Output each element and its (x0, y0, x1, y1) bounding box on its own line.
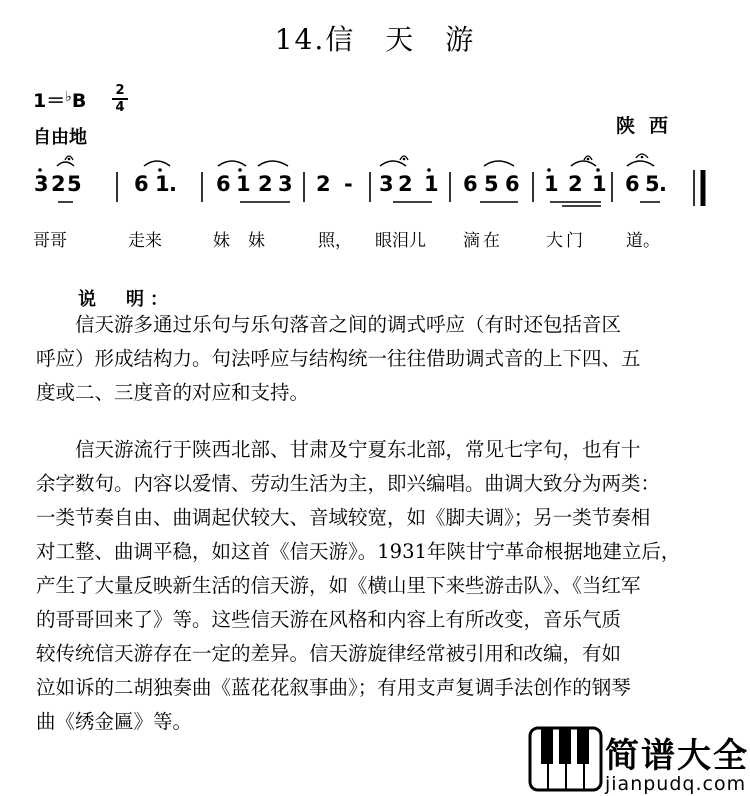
note: 5 (645, 172, 660, 196)
slur (571, 161, 596, 166)
watermark-name: 简谱大全 (605, 736, 749, 776)
note: 1 (236, 172, 251, 196)
fermata-dot (587, 158, 590, 161)
text-line: 泣如诉的二胡独奏曲《蓝花花叙事曲》；有用支声复调手法创作的钢琴 (36, 676, 631, 699)
lyric: 妹妹 (213, 231, 283, 251)
key-prefix: 1＝ (33, 90, 66, 112)
text-line: 对工整、曲调平稳，如这首《信天游》。1931年陕甘宁革命根据地建立后， (36, 540, 681, 563)
slur (218, 161, 246, 166)
paragraph-2 (36, 433, 726, 739)
note: 1 (544, 172, 559, 196)
text-line: 曲《绣金匾》等。 (36, 710, 193, 733)
note: 2 (258, 172, 273, 196)
note: 1 (592, 172, 607, 196)
note: 6 (505, 172, 520, 196)
flat-sign: ♭ (65, 89, 72, 105)
augmentation-dot: . (659, 172, 667, 196)
paragraph-1 (36, 308, 726, 410)
slur (57, 162, 74, 166)
slur (144, 161, 170, 166)
note: 6 (134, 172, 149, 196)
slur (380, 161, 406, 166)
region-label: 陕西 (616, 115, 683, 137)
song-title: 14.信 天 游 (274, 23, 476, 56)
fermata-dot (641, 156, 644, 159)
notes-heading: 说 明： (78, 289, 174, 310)
lyric: 滴在 (463, 231, 503, 251)
note: 1 (155, 172, 170, 196)
time-top: 2 (115, 83, 125, 98)
note: 5 (67, 172, 82, 196)
note: 3 (34, 172, 49, 196)
tempo-marking: 自由地 (33, 127, 87, 148)
note: 6 (463, 172, 478, 196)
text-line: 呼应）形成结构力。句法呼应与结构统一往往借助调式音的上下四、五 (36, 347, 641, 370)
note: 2 (316, 172, 331, 196)
note: 6 (216, 172, 231, 196)
watermark-url: jianpudq.com (605, 773, 747, 795)
key-note: B (71, 90, 87, 112)
time-signature (112, 84, 128, 114)
text-line: 较传统信天游存在一定的差异。信天游旋律经常被引用和改编，有如 (36, 642, 622, 665)
note: 2 (51, 172, 66, 196)
lyric: 哥哥 (33, 231, 67, 251)
piano-keys-icon (528, 718, 603, 792)
lyric: 眼泪儿 (375, 231, 426, 251)
slur (484, 161, 514, 166)
fermata-dot (403, 158, 406, 161)
note: 3 (379, 172, 394, 196)
time-bottom: 4 (115, 100, 125, 115)
dash: - (344, 172, 353, 196)
text-line: 余字数句。内容以爱情、劳动生活为主，即兴编唱。曲调大致分为两类： (36, 472, 661, 495)
key-signature (33, 86, 86, 113)
note: 2 (568, 172, 583, 196)
fermata-dot (68, 158, 71, 161)
augmentation-dot: . (169, 172, 177, 196)
lyric: 大门 (546, 231, 586, 251)
text-line: 信天游流行于陕西北部、甘肃及宁夏东北部，常见七字句，也有十 (75, 438, 641, 461)
text-line: 信天游多通过乐句与乐句落音之间的调式呼应（有时还包括音区 (75, 313, 622, 336)
text-line: 产生了大量反映新生活的信天游，如《横山里下来些游击队》、《当红军 (36, 574, 641, 597)
text-line: 一类节奏自由、曲调起伏较大、音域较宽，如《脚夫调》；另一类节奏相 (36, 506, 651, 529)
lyric: 照， (318, 231, 352, 251)
slur (258, 161, 288, 166)
note: 3 (278, 172, 293, 196)
lyric: 走来 (128, 231, 162, 251)
note: 6 (625, 172, 640, 196)
slur (627, 161, 654, 166)
note: 5 (484, 172, 499, 196)
text-line: 的哥哥回来了》等。这些信天游在风格和内容上有所改变，音乐气质 (36, 608, 622, 631)
note: 1 (424, 172, 439, 196)
text-line: 度或二、三度音的对应和支持。 (36, 381, 310, 404)
lyric: 道。 (626, 231, 660, 251)
watermark (605, 728, 749, 795)
note: 2 (398, 172, 413, 196)
